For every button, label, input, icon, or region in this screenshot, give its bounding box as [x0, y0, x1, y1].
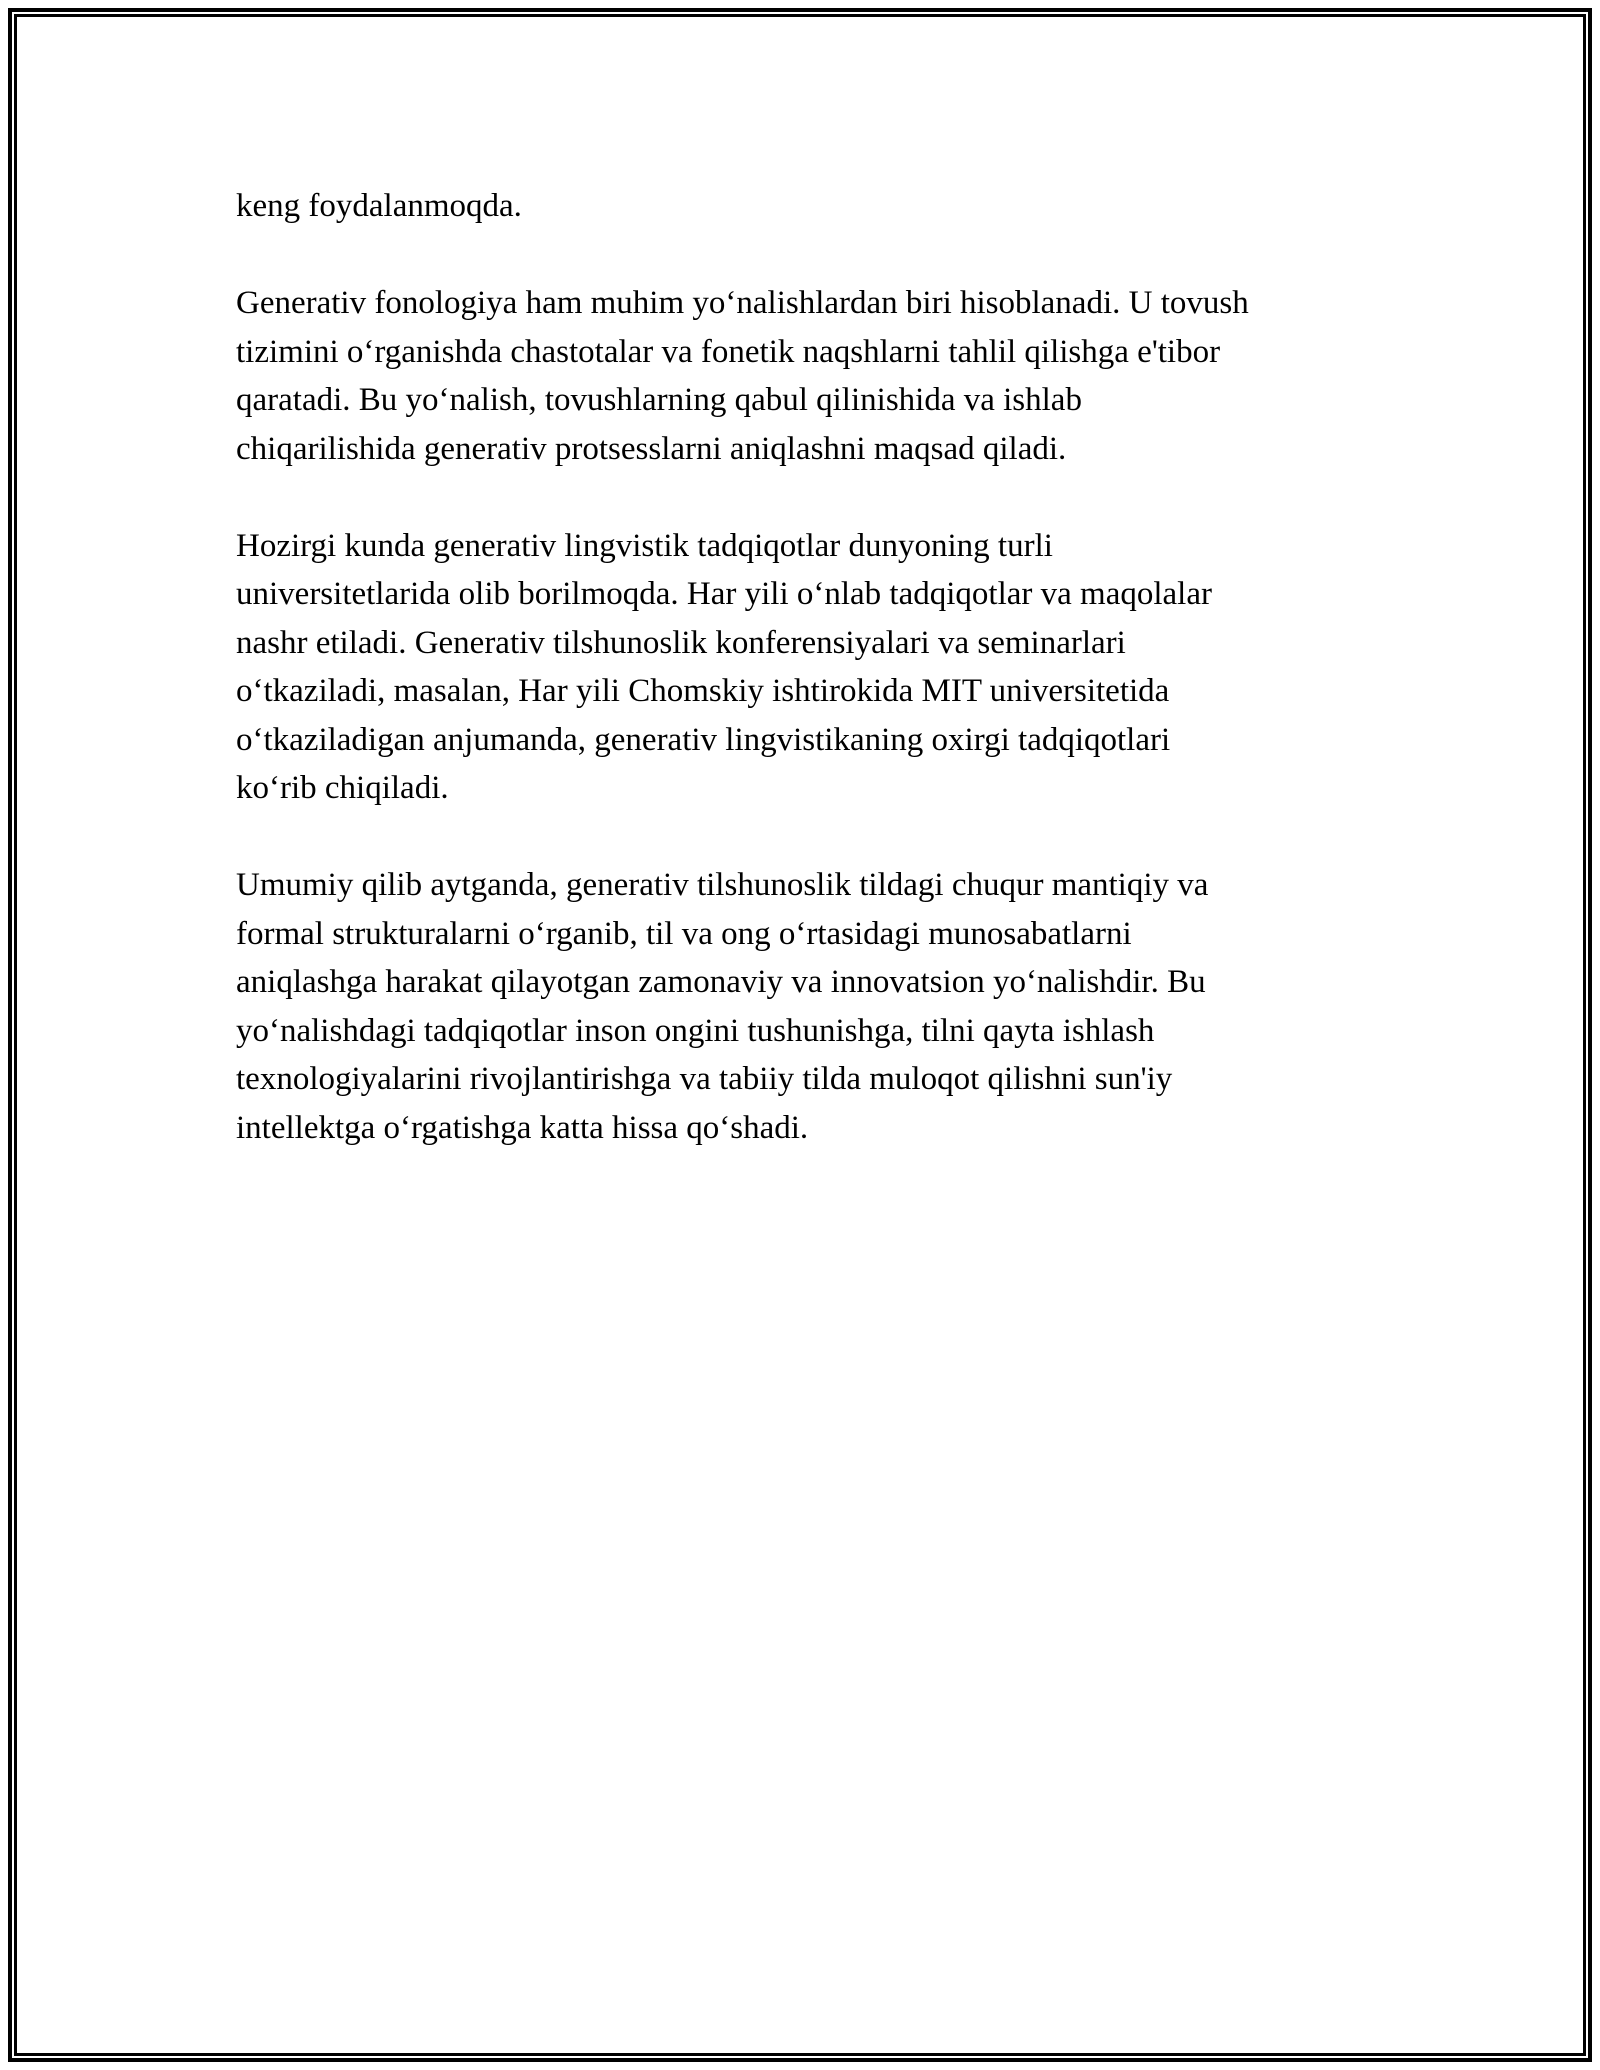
- text-line: Umumiy qilib aytganda, generativ tilshunoslik tildagi chuqur mantiqiy va: [236, 867, 1209, 903]
- text-line: chiqarilishida generativ protsesslarni aniqlashni maqsad qiladi.: [236, 430, 1067, 467]
- text-line: ko‘rib chiqiladi.: [236, 770, 449, 806]
- text-line: intellektga o‘rgatishga katta hissa qo‘shadi.: [236, 1109, 809, 1146]
- text-line: keng foydalanmoqda.: [236, 188, 522, 224]
- text-line: yo‘nalishdagi tadqiqotlar inson ongini tushunishga, tilni qayta ishlash: [236, 1012, 1155, 1049]
- paragraph-4: [236, 861, 1366, 1152]
- text-line: qaratadi. Bu yo‘nalish, tovushlarning qabul qilinishida va ishlab: [236, 382, 1082, 418]
- text-line: formal strukturalarni o‘rganib, til va ong o‘rtasidagi munosabatlarni: [236, 915, 1132, 952]
- paragraph-2: [236, 279, 1366, 473]
- text-line: o‘tkaziladi, masalan, Har yili Chomskiy ishtirokida MIT universitetida: [236, 673, 1170, 709]
- text-line: universitetlarida olib borilmoqda. Har yili o‘nlab tadqiqotlar va maqolalar: [236, 576, 1212, 612]
- text-line: texnologiyalarini rivojlantirishga va tabiiy tilda muloqot qilishni sun'iy: [236, 1061, 1173, 1097]
- text-line: o‘tkaziladigan anjumanda, generativ lingvistikaning oxirgi tadqiqotlari: [236, 721, 1171, 758]
- document-body: [236, 182, 1366, 1201]
- text-line: Hozirgi kunda generativ lingvistik tadqiqotlar dunyoning turli: [236, 527, 1053, 564]
- text-line: Generativ fonologiya ham muhim yo‘nalishlardan biri hisoblanadi. U tovush: [236, 285, 1249, 321]
- paragraph-1: [236, 182, 1366, 231]
- text-line: nashr etiladi. Generativ tilshunoslik konferensiyalari va seminarlari: [236, 624, 1126, 661]
- text-line: aniqlashga harakat qilayotgan zamonaviy va innovatsion yo‘nalishdir. Bu: [236, 964, 1206, 1000]
- text-line: tizimini o‘rganishda chastotalar va fonetik naqshlarni tahlil qilishga e'tibor: [236, 333, 1221, 370]
- paragraph-3: [236, 522, 1366, 813]
